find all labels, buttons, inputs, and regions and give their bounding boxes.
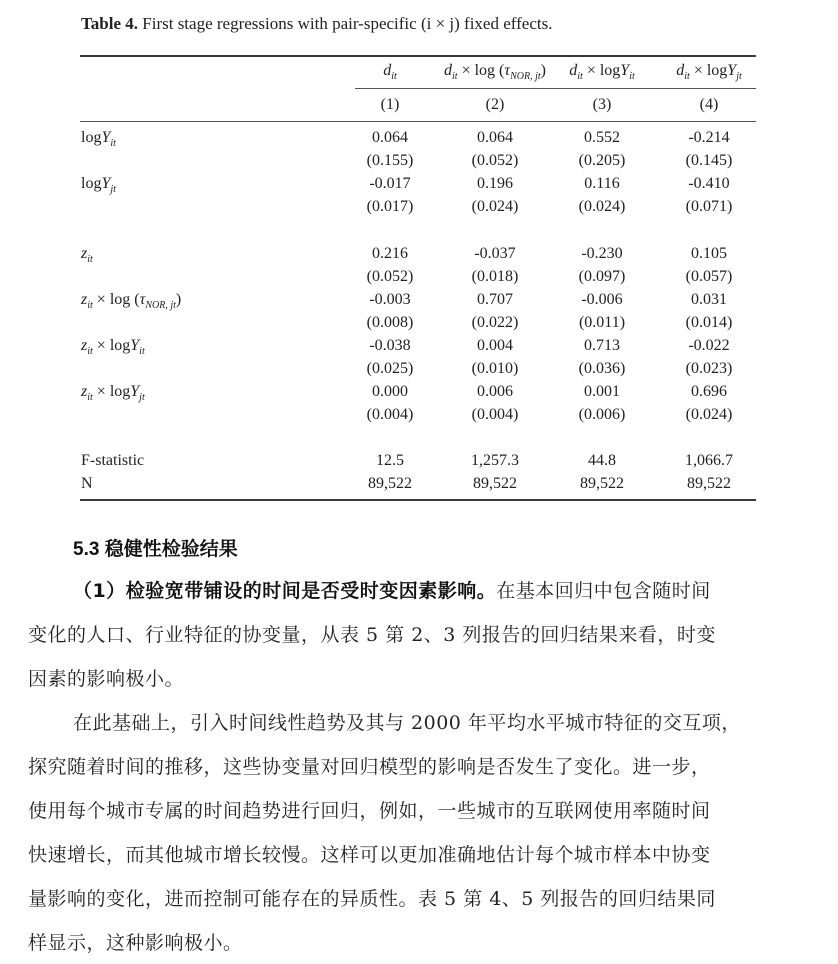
coef-cell: -0.006 xyxy=(581,291,623,308)
se-cell: (0.006) xyxy=(578,406,626,423)
row-label-z-it-x-log-tau: $z_{it} \times \log (\tau_{NOR, jt})$ xyxy=(81,291,182,311)
coef-cell: -0.410 xyxy=(688,175,730,192)
coef-cell: -0.230 xyxy=(581,245,623,262)
coef-cell: 0.105 xyxy=(691,245,727,262)
column-number-3: (3) xyxy=(592,96,612,113)
coef-cell: 0.552 xyxy=(584,129,620,146)
section-heading: 5.3 稳健性检验结果 xyxy=(73,539,238,560)
se-cell: (0.057) xyxy=(685,268,733,285)
table-caption-text: First stage regressions with pair-specific (i × j) fixed effects. xyxy=(138,14,553,33)
stat-cell: 89,522 xyxy=(580,475,624,492)
coef-cell: -0.022 xyxy=(688,337,730,354)
se-cell: (0.024) xyxy=(685,406,733,423)
paragraph-1-line-1 xyxy=(73,576,711,603)
stat-cell: 89,522 xyxy=(687,475,731,492)
se-cell: (0.025) xyxy=(366,360,414,377)
column-header-1: $d_{it}$ xyxy=(383,62,397,82)
coef-cell: 0.001 xyxy=(584,383,620,400)
stat-cell: 89,522 xyxy=(368,475,412,492)
table-top-rule xyxy=(80,55,756,57)
coef-cell: 0.004 xyxy=(477,337,513,354)
row-label-log-y-it: logY$_{it}$ xyxy=(81,129,116,149)
paragraph-1-line-2: 变化的人口、行业特征的协变量，从表 5 第 2、3 列报告的回归结果来看，时变 xyxy=(28,624,716,646)
coef-cell: 0.064 xyxy=(477,129,513,146)
se-cell: (0.205) xyxy=(578,152,626,169)
row-label-z-it: $z_{it}$ xyxy=(81,245,93,265)
row-label-log-y-jt: logY$_{jt}$ xyxy=(81,175,116,195)
se-cell: (0.004) xyxy=(366,406,414,423)
coef-cell: 0.006 xyxy=(477,383,513,400)
coef-cell: 0.713 xyxy=(584,337,620,354)
se-cell: (0.004) xyxy=(471,406,519,423)
coef-cell: 0.707 xyxy=(477,291,513,308)
paragraph-2-line-6: 样显示，这种影响极小。 xyxy=(28,932,243,954)
paragraph-2-line-5: 量影响的变化，进而控制可能存在的异质性。表 5 第 4、5 列报告的回归结果同 xyxy=(28,888,716,910)
column-number-4: (4) xyxy=(699,96,719,113)
se-cell: (0.017) xyxy=(366,198,414,215)
coef-cell: 0.216 xyxy=(372,245,408,262)
column-number-2: (2) xyxy=(485,96,505,113)
se-cell: (0.052) xyxy=(471,152,519,169)
coef-cell: 0.031 xyxy=(691,291,727,308)
se-cell: (0.023) xyxy=(685,360,733,377)
table-header-cmidrule xyxy=(355,88,756,89)
paragraph-2-line-3: 使用每个城市专属的时间趋势进行回归，例如，一些城市的互联网使用率随时间 xyxy=(28,800,711,822)
se-cell: (0.036) xyxy=(578,360,626,377)
se-cell: (0.052) xyxy=(366,268,414,285)
se-cell: (0.022) xyxy=(471,314,519,331)
coef-cell: -0.214 xyxy=(688,129,730,146)
paragraph-1-text: 在基本回归中包含随时间 xyxy=(496,580,711,602)
table-mid-rule xyxy=(80,121,756,122)
table-caption xyxy=(81,14,552,34)
paragraph-1-lead: （1）检验宽带铺设的时间是否受时变因素影响。 xyxy=(73,580,497,602)
coef-cell: 0.696 xyxy=(691,383,727,400)
column-header-2: $d_{it} \times \log (\tau_{NOR, jt})$ xyxy=(444,62,546,82)
se-cell: (0.010) xyxy=(471,360,519,377)
stat-cell: 44.8 xyxy=(588,452,616,469)
table-bottom-rule xyxy=(80,499,756,501)
coef-cell: 0.000 xyxy=(372,383,408,400)
paragraph-2-line-4: 快速增长，而其他城市增长较慢。这样可以更加准确地估计每个城市样本中协变 xyxy=(28,844,711,866)
row-label-z-it-x-log-y-it: $z_{it} \times \log Y_{it}$ xyxy=(81,337,145,357)
row-label-z-it-x-log-y-jt: $z_{it} \times \log Y_{jt}$ xyxy=(81,383,145,403)
se-cell: (0.071) xyxy=(685,198,733,215)
coef-cell: -0.037 xyxy=(474,245,516,262)
se-cell: (0.024) xyxy=(471,198,519,215)
coef-cell: 0.064 xyxy=(372,129,408,146)
stat-cell: 1,066.7 xyxy=(685,452,733,469)
paragraph-2-line-2: 探究随着时间的推移，这些协变量对回归模型的影响是否发生了变化。进一步， xyxy=(28,756,711,778)
column-number-1: (1) xyxy=(380,96,400,113)
coef-cell: -0.017 xyxy=(369,175,411,192)
table-caption-label: Table 4. xyxy=(81,14,139,33)
row-label-n: N xyxy=(81,475,93,492)
se-cell: (0.097) xyxy=(578,268,626,285)
paragraph-2-line-1: 在此基础上，引入时间线性趋势及其与 2000 年平均水平城市特征的交互项， xyxy=(73,712,741,734)
se-cell: (0.145) xyxy=(685,152,733,169)
coef-cell: 0.196 xyxy=(477,175,513,192)
coef-cell: -0.038 xyxy=(369,337,411,354)
se-cell: (0.018) xyxy=(471,268,519,285)
se-cell: (0.014) xyxy=(685,314,733,331)
stat-cell: 1,257.3 xyxy=(471,452,519,469)
column-header-3: $d_{it} \times \log Y_{it}$ xyxy=(569,62,635,82)
coef-cell: 0.116 xyxy=(584,175,620,192)
column-header-4: $d_{it} \times \log Y_{jt}$ xyxy=(676,62,742,82)
se-cell: (0.024) xyxy=(578,198,626,215)
se-cell: (0.008) xyxy=(366,314,414,331)
coef-cell: -0.003 xyxy=(369,291,411,308)
row-label-f-statistic: F-statistic xyxy=(81,452,145,469)
stat-cell: 89,522 xyxy=(473,475,517,492)
se-cell: (0.011) xyxy=(578,314,626,331)
se-cell: (0.155) xyxy=(366,152,414,169)
paragraph-1-line-3: 因素的影响极小。 xyxy=(28,668,185,690)
stat-cell: 12.5 xyxy=(376,452,404,469)
